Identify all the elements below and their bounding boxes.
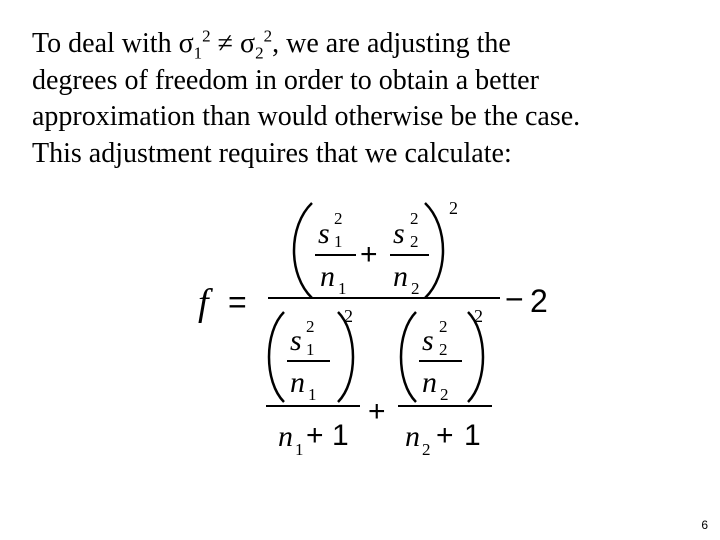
numerator-right-paren (425, 203, 443, 298)
denom-n1-variable: n (290, 366, 305, 399)
denom-s1-exponent: 2 (306, 317, 315, 336)
n1-subscript: 1 (338, 279, 347, 298)
denom-n2-variable: n (422, 366, 437, 399)
text-span: To deal with σ (32, 28, 194, 59)
n2-plus-one-one: 1 (464, 419, 481, 452)
denom-s2-subscript: 2 (439, 340, 448, 359)
s1-subscript: 1 (334, 232, 343, 251)
numerator-exponent: 2 (449, 198, 458, 218)
n2-subscript: 2 (411, 279, 420, 298)
n2-plus-one-plus: + (436, 419, 454, 452)
minus-sign: − (505, 281, 524, 317)
s1-variable: s (318, 217, 330, 250)
n1-plus-one-one: 1 (332, 419, 349, 452)
n1-plus-one-plus: + (306, 419, 324, 452)
denom-left-term-left-paren (269, 312, 284, 402)
denom-s1-variable: s (290, 324, 302, 357)
denom-left-term-exponent: 2 (344, 306, 353, 326)
sigma1-exponent: 2 (202, 26, 211, 46)
denominator-plus-sign: + (368, 395, 386, 428)
text-span: ≠ σ (210, 28, 256, 59)
denom-s2-exponent: 2 (439, 317, 448, 336)
plus-sign: + (360, 238, 378, 271)
denom-s2-variable: s (422, 324, 434, 357)
sigma2-subscript: 2 (255, 43, 264, 63)
n1-plus-one-subscript: 1 (295, 440, 304, 459)
text-line-3: approximation than would otherwise be the case. (32, 101, 581, 132)
n2-plus-one-subscript: 2 (422, 440, 431, 459)
page-number: 6 (701, 518, 708, 532)
s2-exponent: 2 (410, 209, 419, 228)
sigma2-exponent: 2 (263, 26, 273, 46)
text-line-4: This adjustment requires that we calculate: (32, 137, 512, 169)
n1-variable: n (320, 260, 335, 293)
numerator-left-paren (294, 203, 312, 298)
constant-two: 2 (530, 283, 548, 319)
s2-subscript: 2 (410, 232, 419, 251)
n1-plus-one-n: n (278, 420, 293, 453)
f-symbol: f (198, 282, 209, 324)
denom-right-term-left-paren (401, 312, 416, 402)
denom-n2-subscript: 2 (440, 385, 449, 404)
text-line-2: degrees of freedom in order to obtain a better (32, 64, 539, 96)
denom-right-term-exponent: 2 (474, 306, 483, 326)
text-span: , we are adjusting the (272, 28, 511, 59)
denom-s1-subscript: 1 (306, 340, 315, 359)
n2-variable: n (393, 260, 408, 293)
equals-sign: = (228, 284, 247, 320)
s1-exponent: 2 (334, 209, 343, 228)
n2-plus-one-n: n (405, 420, 420, 453)
s2-variable: s (393, 217, 405, 250)
denom-n1-subscript: 1 (308, 385, 317, 404)
sigma1-subscript: 1 (193, 43, 203, 63)
